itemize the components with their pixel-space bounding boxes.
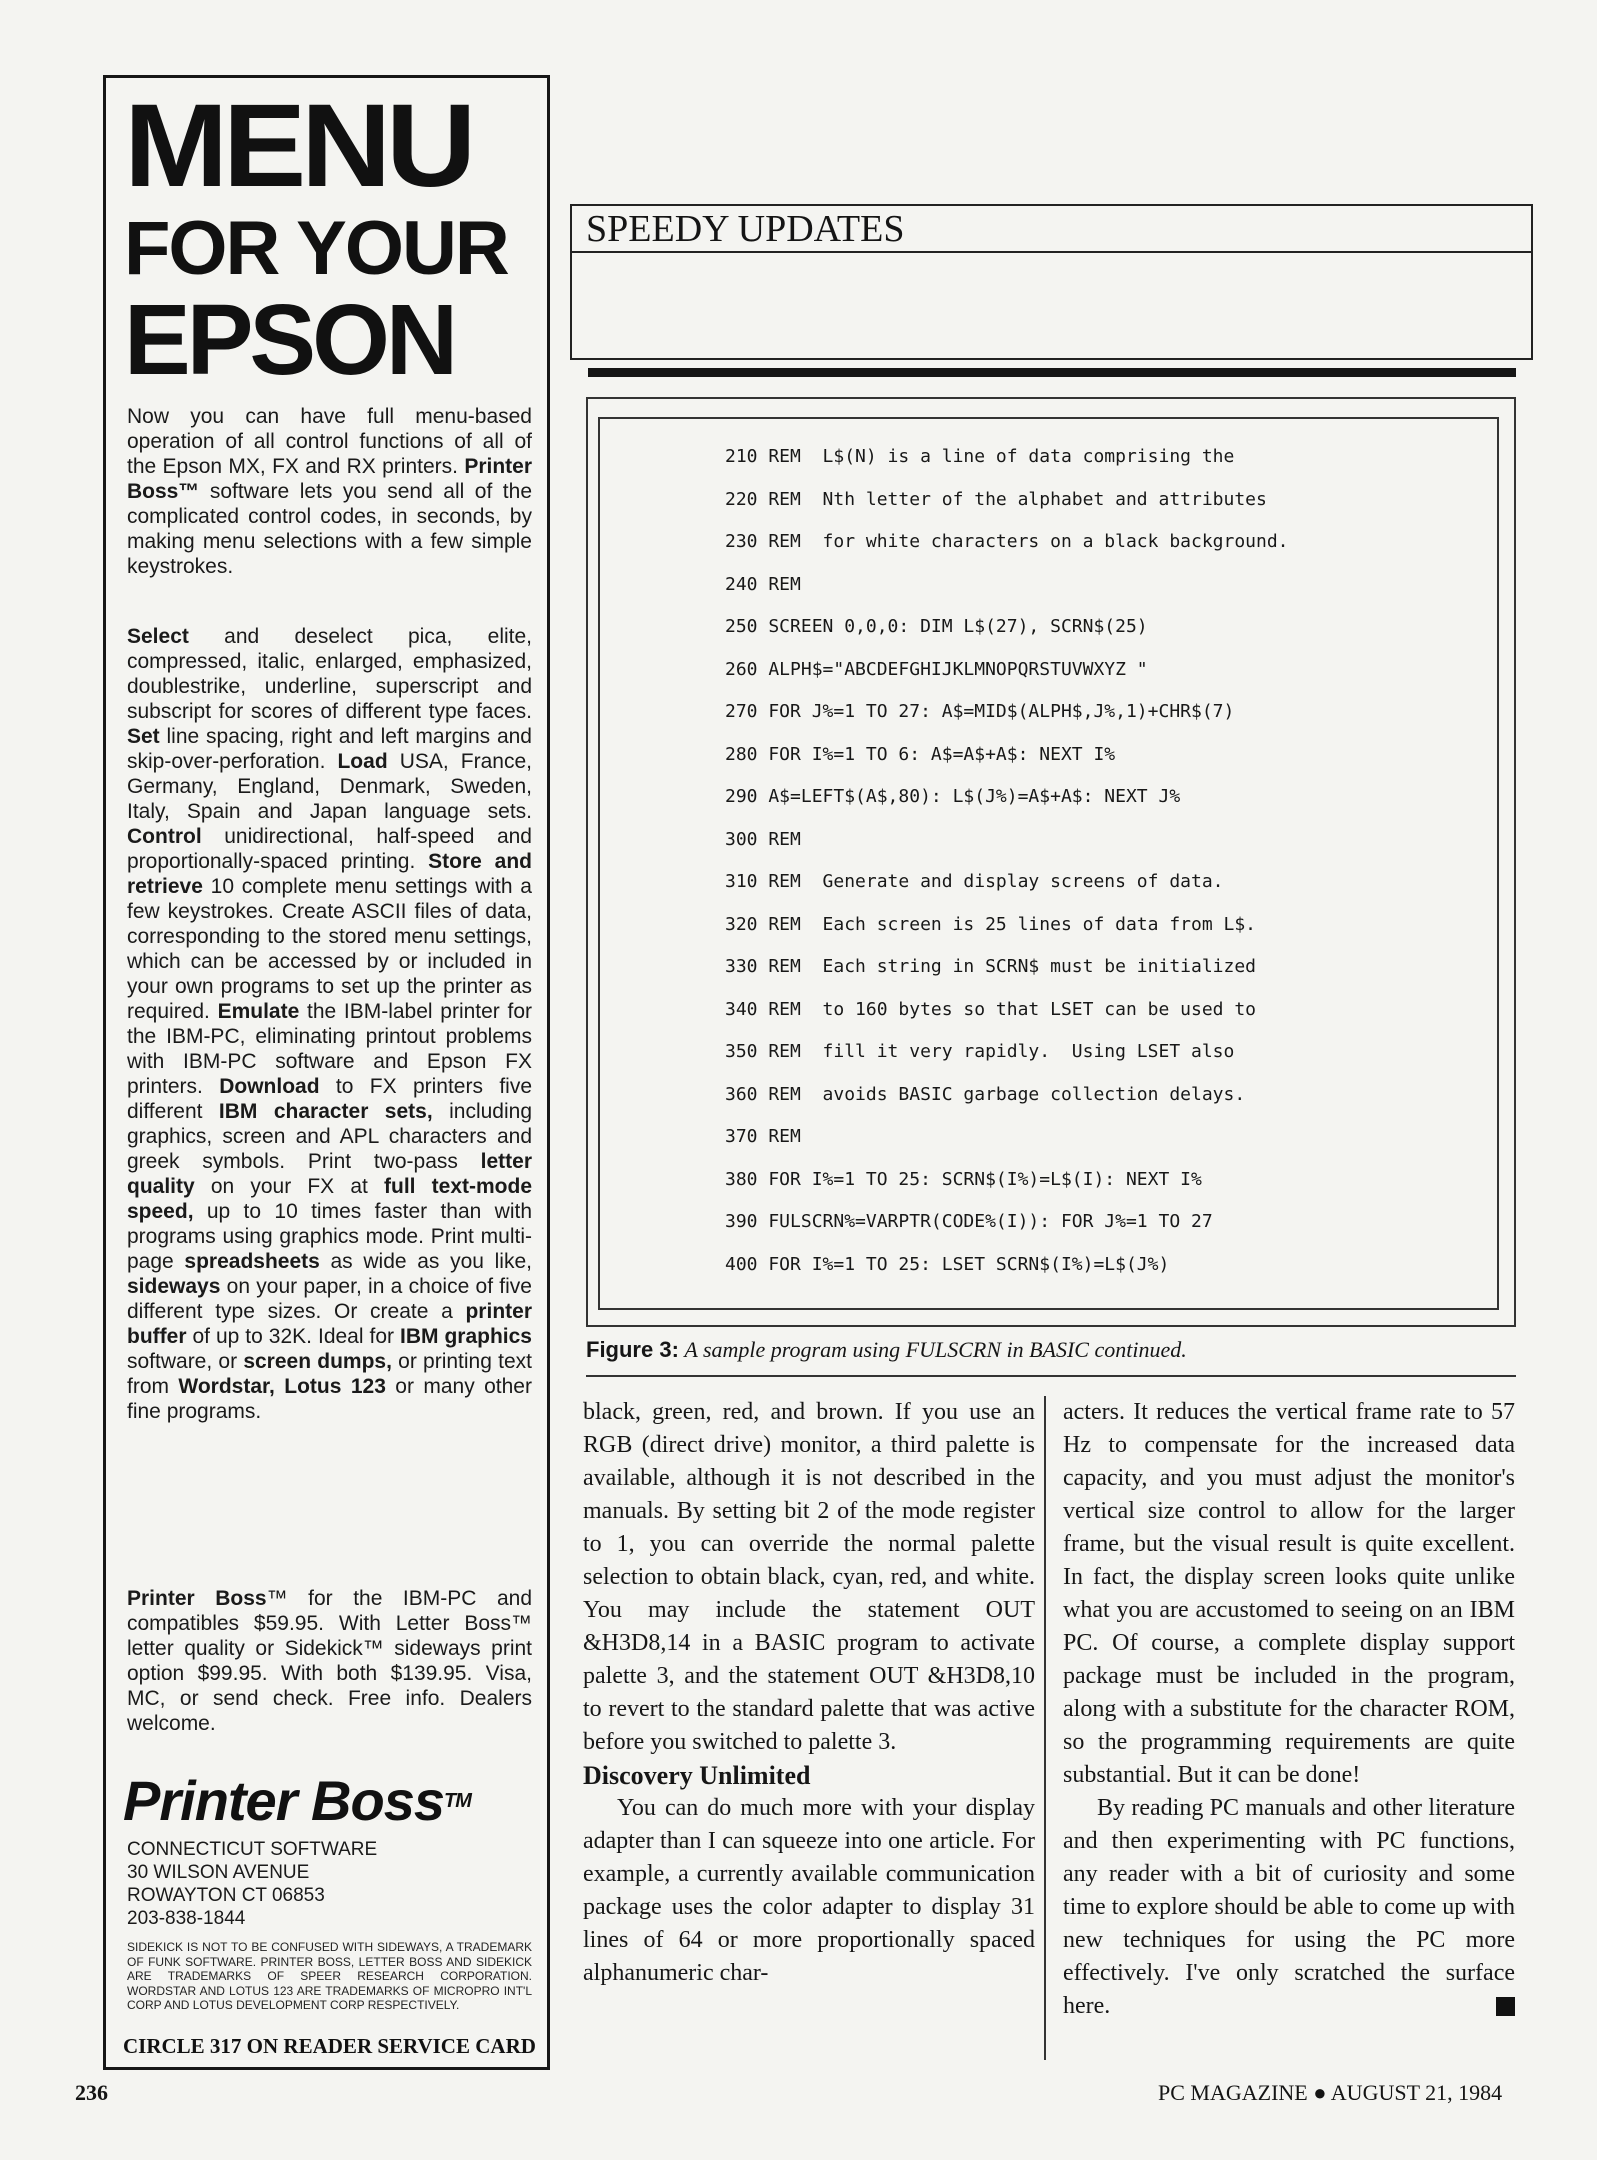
section-title: SPEEDY UPDATES bbox=[586, 208, 905, 250]
ad-headline-line-3: EPSON bbox=[124, 284, 455, 396]
code-line: 390 FULSCRN%=VARPTR(CODE%(I)): FOR J%=1 TO 27 bbox=[725, 1211, 1213, 1232]
code-line: 280 FOR I%=1 TO 6: A$=A$+A$: NEXT I% bbox=[725, 743, 1116, 765]
ad-text-run: including graphics, screen and APL characters and greek symbols. Print two-pass bbox=[127, 1100, 532, 1173]
section-rule bbox=[588, 368, 1516, 377]
article-subhead: Discovery Unlimited bbox=[583, 1761, 811, 1790]
ad-text-run: line spacing, right and left margins and skip-over-perforation. bbox=[127, 725, 532, 773]
article-paragraph: black, green, red, and brown. If you use an RGB (direct drive) monitor, a third palette is available, although it is not described in the manuals. By setting bit 2 of the mode register to 1, you can override the normal palette selection to obtain black, cyan, red, and white. You may include the statement OUT &H3D8,14 in a BASIC program to activate palette 3, and the statement OUT &H3D8,10 to revert to the standard palette that was active before you switched to palette 3. bbox=[583, 1399, 1035, 1755]
ad-text-run: or many other fine programs. bbox=[127, 1375, 532, 1423]
caption-text: A sample program using FULSCRN in BASIC continued. bbox=[684, 1337, 1187, 1362]
ad-bold-run: Store and retrieve bbox=[127, 850, 532, 898]
ad-bold-run: Emulate bbox=[217, 1000, 300, 1023]
article-paragraph bbox=[1063, 1792, 1515, 2023]
code-line: 350 REM fill it very rapidly. Using LSET also bbox=[725, 1041, 1235, 1062]
ad-text-run: and deselect pica, elite, compressed, italic, enlarged, emphasized, doublestrike, underline, superscript and subscript for scores of different type faces. bbox=[127, 625, 532, 723]
code-line: 370 REM bbox=[725, 1126, 801, 1147]
ad-bold-run: spreadsheets bbox=[184, 1250, 320, 1273]
ad-text-run: or printing text from bbox=[127, 1350, 532, 1398]
phone-number: 203-838-1844 bbox=[127, 1908, 246, 1929]
code-line: 230 REM for white characters on a black background. bbox=[725, 531, 1289, 552]
ad-text-run: up to 10 times faster than with programs using graphics mode. Print multi-page bbox=[127, 1200, 532, 1273]
ad-text-run: ™ for the IBM-PC and compatibles $59.95. With Letter Boss™ letter quality or Sidekick™ sideways print option $99.95. With both $139.95. Visa, MC, or send check. Free info. Dealers welcome. bbox=[127, 1587, 533, 1735]
ad-headline-line-1: MENU bbox=[124, 80, 472, 212]
code-line: 400 FOR I%=1 TO 25: LSET SCRN$(I%)=L$(J%) bbox=[725, 1253, 1170, 1275]
code-line: 380 FOR I%=1 TO 25: SCRN$(I%)=L$(I): NEXT I% bbox=[725, 1168, 1202, 1190]
ad-bold-run: IBM character sets, bbox=[218, 1100, 433, 1123]
ad-address-block bbox=[127, 1838, 377, 1930]
caption-label: Figure 3: bbox=[586, 1337, 679, 1362]
ad-bold-run: full text-mode speed, bbox=[127, 1175, 533, 1223]
article-paragraph: You can do much more with your display adapter than I can squeeze into one article. For example, a currently available communication package uses the color adapter to display 31 lines of 64 or more proportionally spaced alphanumeric char- bbox=[583, 1795, 1035, 1986]
ad-pricing-paragraph bbox=[127, 1586, 532, 1736]
code-line: 240 REM bbox=[725, 573, 801, 595]
address-line: 30 WILSON AVENUE bbox=[127, 1862, 310, 1883]
section-header-box bbox=[570, 204, 1533, 360]
ad-bold-run: Wordstar, Lotus 123 bbox=[178, 1375, 386, 1398]
ad-text-run: software lets you send all of the complicated control codes, in seconds, by making menu selections with a few simple keystrokes. bbox=[127, 480, 532, 578]
ad-text-run: 10 complete menu settings with a few keystrokes. Create ASCII files of data, corresponding to the stored menu settings, which can be accessed by or included in your own programs to set up the printer as required. bbox=[127, 875, 532, 1023]
ad-text-run: on your FX at bbox=[194, 1175, 385, 1198]
code-line: 310 REM Generate and display screens of data. bbox=[725, 871, 1224, 892]
ad-bold-run: Control bbox=[127, 825, 202, 848]
ad-text-run: Now you can have full menu-based operation of all control functions of all of the Epson MX, FX and RX printers. bbox=[127, 405, 532, 478]
article-column-1 bbox=[583, 1396, 1035, 1990]
ad-text-run: software, or bbox=[127, 1350, 244, 1373]
code-line: 260 ALPH$="ABCDEFGHIJKLMNOPQRSTUVWXYZ " bbox=[725, 658, 1148, 680]
ad-brand-logo bbox=[123, 1770, 471, 1832]
code-line: 270 FOR J%=1 TO 27: A$=MID$(ALPH$,J%,1)+CHR$(7) bbox=[725, 701, 1235, 722]
article-paragraph: acters. It reduces the vertical frame rate to 57 Hz to compensate for the increased data capacity, and you must adjust the monitor's vertical size control to allow for the larger frame, but the visual result is quite excellent. In fact, the display screen looks quite unlike what you are accustomed to seeing on an IBM PC. Of course, a complete display support package must be included in the program, along with a substitute for the character ROM, so the programming requirements are quite substantial. But it can be done! bbox=[1063, 1399, 1515, 1788]
ad-text-run: unidirectional, half-speed and proportionally-spaced printing. bbox=[127, 825, 532, 873]
code-line: 220 REM Nth letter of the alphabet and attributes bbox=[725, 488, 1267, 510]
figure-caption bbox=[586, 1336, 1187, 1364]
ad-text-run: to FX printers five different bbox=[127, 1075, 532, 1123]
brand-name: Printer Boss bbox=[123, 1769, 444, 1832]
code-line: 340 REM to 160 bytes so that LSET can be used to bbox=[725, 998, 1257, 1020]
ad-bold-run: Download bbox=[219, 1075, 320, 1098]
ad-bold-run: Select bbox=[127, 625, 189, 648]
address-line: ROWAYTON CT 06853 bbox=[127, 1885, 325, 1906]
code-listing bbox=[725, 436, 1505, 1286]
ad-bold-run: letter quality bbox=[127, 1150, 532, 1198]
ad-text-run: USA, France, Germany, England, Denmark, Sweden, Italy, Spain and Japan language sets. bbox=[127, 750, 532, 823]
ad-bold-run: IBM graphics bbox=[399, 1325, 532, 1348]
ad-body-paragraph-2 bbox=[127, 624, 532, 1424]
end-of-article-mark bbox=[1496, 1997, 1515, 2016]
code-line: 290 A$=LEFT$(A$,80): L$(J%)=A$+A$: NEXT J% bbox=[725, 786, 1181, 807]
code-line: 320 REM Each screen is 25 lines of data from L$. bbox=[725, 913, 1257, 935]
code-line: 330 REM Each string in SCRN$ must be initialized bbox=[725, 956, 1257, 977]
address-line: CONNECTICUT SOFTWARE bbox=[127, 1839, 378, 1860]
ad-text-run: as wide as you like, bbox=[319, 1250, 532, 1273]
page-number: 236 bbox=[75, 2080, 108, 2105]
ad-text-run: of up to 32K. Ideal for bbox=[186, 1325, 400, 1348]
advertisement bbox=[103, 75, 550, 2070]
ad-bold-run: printer buffer bbox=[127, 1300, 532, 1348]
ad-body-paragraph-1 bbox=[127, 404, 532, 579]
code-line: 300 REM bbox=[725, 828, 801, 850]
ad-headline-line-2: FOR YOUR bbox=[124, 206, 508, 291]
ad-trademark-fine-print: SIDEKICK IS NOT TO BE CONFUSED WITH SIDEWAYS, A TRADEMARK OF FUNK SOFTWARE. PRINTER BOSS, LETTER BOSS AND SIDEKICK ARE TRADEMARKS OF SPEER RESEARCH CORPORATION. WORDSTAR AND LOTUS 123 ARE TRADEMARKS OF MICROPRO INT'L CORP AND LOTUS DEVELOPMENT CORP RESPECTIVELY. bbox=[127, 1940, 532, 2012]
reader-service-line: CIRCLE 317 ON READER SERVICE CARD bbox=[123, 2034, 536, 2058]
section-title-row bbox=[572, 206, 1531, 253]
code-line: 210 REM L$(N) is a line of data comprising the bbox=[725, 446, 1235, 467]
article-column-2 bbox=[1063, 1396, 1515, 2023]
article-paragraph-text: By reading PC manuals and other literature and then experimenting with PC functions, any reader with a bit of curiosity and some time to explore should be able to come up with new techniques for using the PC more effectively. I've only scratched the surface here. bbox=[1063, 1795, 1515, 2019]
ad-bold-run: Set bbox=[127, 725, 160, 748]
brand-trademark: TM bbox=[444, 1790, 471, 1812]
column-divider bbox=[1044, 1396, 1046, 2060]
ad-bold-run: Load bbox=[337, 750, 388, 773]
ad-text-run: the IBM-label printer for the IBM-PC, eliminating printout problems with IBM-PC software and Epson FX printers. bbox=[127, 1000, 533, 1098]
caption-rule bbox=[586, 1375, 1516, 1377]
ad-bold-run: sideways bbox=[127, 1275, 221, 1298]
ad-text-run: on your paper, in a choice of five different type sizes. Or create a bbox=[127, 1275, 532, 1323]
ad-bold-run: Printer Boss bbox=[127, 1587, 267, 1610]
running-footer: PC MAGAZINE ● AUGUST 21, 1984 bbox=[1158, 2080, 1503, 2105]
code-line: 360 REM avoids BASIC garbage collection delays. bbox=[725, 1083, 1246, 1105]
ad-bold-run: Printer Boss™ bbox=[127, 455, 532, 503]
ad-bold-run: screen dumps, bbox=[243, 1350, 392, 1373]
code-line: 250 SCREEN 0,0,0: DIM L$(27), SCRN$(25) bbox=[725, 616, 1148, 637]
